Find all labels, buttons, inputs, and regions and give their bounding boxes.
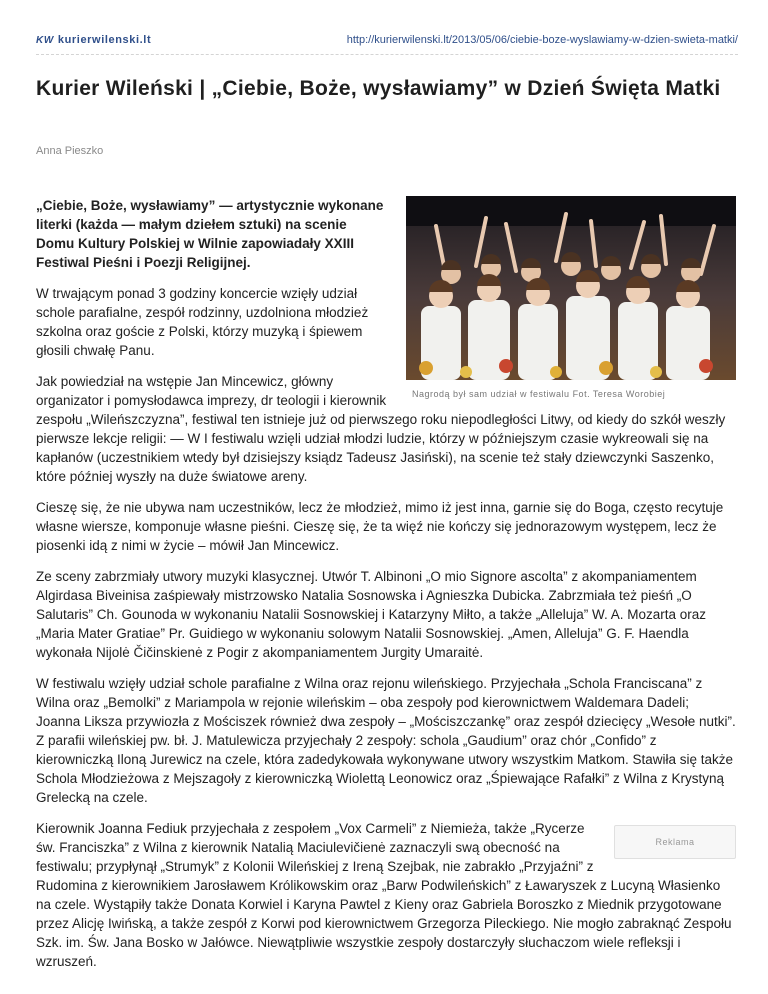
paragraph: Jak powiedział na wstępie Jan Mincewicz, główny organizator i pomysłodawca imprezy, dr teologii i kierownik zespołu „Wileńszczyzna”, festiwal ten istnieje już od pierwszego roku niepodległości Litwy, od kiedy do szkół weszły pierwsze lekcje religii: — W I festiwalu wzięli udział młodzi ludzie, którzy w późniejszym czasie wykreowali się na kapłanów (uczestnikiem wtedy był dzisiejszy ksiądz Tadeusz Jasiński), na scenie też stały dziewczynki Saszenko, które później wyszły na duże światowe areny. <box>36 374 726 484</box>
paragraph: W trwającym ponad 3 godziny koncercie wzięły udział schole parafialne, zespół rodzinny, uzdolniona młodzież szkolna oraz goście z Polski, którzy muzyką i śpiewem głosili chwałę Panu. <box>36 286 369 358</box>
article-body <box>36 196 736 983</box>
site-logo: KW <box>36 35 54 46</box>
page-url[interactable]: http://kurierwilenski.lt/2013/05/06/ciebie-boze-wyslawiamy-w-dzien-swieta-matki/ <box>346 34 738 46</box>
author-name: Anna Pieszko <box>36 145 104 157</box>
paragraph: Kierownik Joanna Fediuk przyjechała z zespołem „Vox Carmeli” z Niemieża, także „Rycerze św. Franciszka” z Wilna z kierownik Natalią Maciulevičienė zaznaczyli swą obecność na festiwalu; przypłynął „Strumyk” z Kolonii Wileńskiej z Ireną Szejbak, nie zabrakło „Przyjaźni” z Rudomina z kierownikiem Jarosławem Królikowskim oraz „Barw Podwileńskich” z Ławaryszek z Lucyną Własienko na czele. Wystąpiły także Donata Korwiel i Karyna Pawtel z Kieny oraz Gabriela Boroszko z Miednik przygotowane przez Alicję Iwińską, a także zespół z Korwi pod kierownictwem Grzegorza Pileckiego. Nie mogło zabraknąć Zespołu Szk. im. Św. Jana Bosko w Jałówce. Niewątpliwie wszystkie zespoły dostarczyły słuchaczom wiele refleksji i wzruszeń. <box>36 821 732 969</box>
site-name[interactable] <box>36 34 151 46</box>
site-domain: kurierwilenski.lt <box>57 34 152 46</box>
photo-caption: Nagrodą był sam udział w festiwalu Fot. Teresa Worobiej <box>412 389 666 399</box>
paragraph: Ze sceny zabrzmiały utwory muzyki klasycznej. Utwór T. Albinoni „O mio Signore ascolta” z akompaniamentem Algirdasa Biveinisa zaśpiewały mistrzowsko Natalia Sosnowska i Agnieszka Dubicka. Zabrzmiała też pieśń „O Salutaris” Ch. Gounoda w wykonaniu Natalii Sosnowskiej i Katarzyny Miłto, a także „Alleluja” W. A. Mozarta oraz „Maria Mater Gratiae” Pr. Guidiego w wykonaniu solowym Natalii Sosnowskiej. „Amen, Alleluja” G. F. Haendla wykonała Nijolė Čičinskienė z Pogir z akompaniamentem Jurgity Umaraitė. <box>36 569 707 660</box>
article-figure <box>406 196 736 403</box>
ad-label: Reklama <box>655 837 695 847</box>
paragraph: Cieszę się, że nie ubywa nam uczestników, lecz że młodzież, mimo iż jest inna, garnie się do Boga, często recytuje własne wiersze, komponuje własne pieśni. Cieszę się, że ta więź nie kończy się jednorazowym występem, lecz że piosenki idą z nimi w życie – mówił Jan Mincewicz. <box>36 500 724 553</box>
top-bar <box>36 30 738 55</box>
paragraph: W festiwalu wzięły udział schole parafialne z Wilna oraz rejonu wileńskiego. Przyjechała „Schola Franciscana” z Wilna oraz „Bemolki” z Mariampola w rejonie wileńskim – oba zespoły pod kierownictwem Waldemara Dadeli; Joanna Liksza przywiozła z Mościszek również dwa zespoły – „Mościszczankę” oraz zespół dziecięcy „Wesołe nutki”. Z parafii wileńskiej pw. bł. J. Matulewicza przyjechały 2 zespoły: schola „Gaudium” oraz chór „Confido” z kierowniczką Iloną Jurewicz na czele, która zadedykowała wykonywane utwory wszystkim Matkom. Stawiła się także Schola Młodzieżowa z Mejszagoły z kierowniczką Wiolettą Leonowicz oraz „Śpiewające Rafałki” z Wilna z Krystyną Grelecką na czele. <box>36 676 736 805</box>
ad-box[interactable] <box>614 825 736 859</box>
choir-photo <box>406 196 736 380</box>
article-title: Kurier Wileński | „Ciebie, Boże, wysławiamy” w Dzień Święta Matki <box>36 77 721 100</box>
lead-paragraph: „Ciebie, Boże, wysławiamy” — artystycznie wykonane literki (każda — małym dziełem sztuki) na scenie Domu Kultury Polskiej w Wilnie zapowiadały XXIII Festiwal Pieśni i Poezji Religijnej. <box>36 198 384 270</box>
